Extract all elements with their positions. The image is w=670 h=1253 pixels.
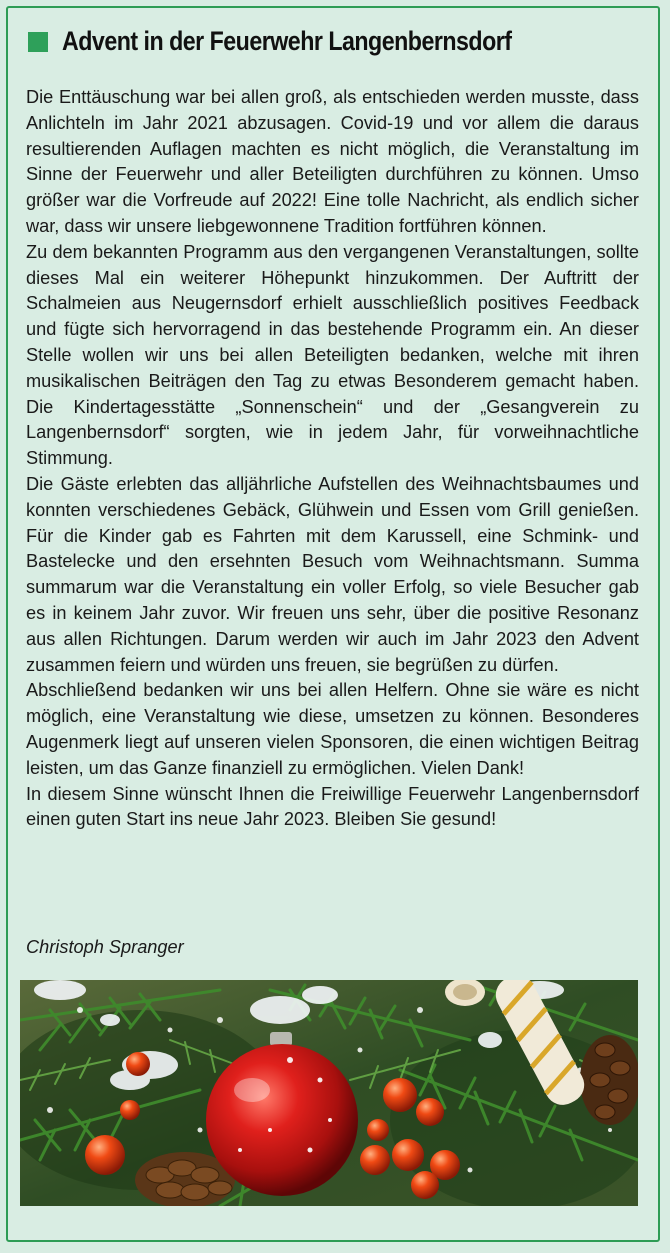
christmas-photo: [20, 980, 638, 1206]
article-body: [26, 85, 639, 833]
article-author: Christoph Spranger: [26, 937, 184, 957]
paragraph-4: Abschließend bedanken wir uns bei allen Helfern. Ohne sie wäre es nicht möglich, eine Veranstaltung wie diese, umsetzen zu können. Besonderes Augenmerk liegt auf unseren vielen Sponsoren, die einen wichtigen Beitrag leisten, um das Ganze finanziell zu ermöglichen. Vielen Dank!: [26, 680, 639, 778]
article-title: Advent in der Feuerwehr Langenbernsdorf: [62, 26, 512, 56]
paragraph-3: Die Gäste erlebten das alljährliche Aufstellen des Weihnachtsbaumes und konnten verschiedenes Gebäck, Glühwein und Essen vom Grill genießen. Für die Kinder gab es Fahrten mit dem Karussell, eine Schmink- und Bastelecke und den ersehnten Besuch vom Weihnachtsmann. Summa summarum war die Veranstaltung ein voller Erfolg, so viele Besucher gab es in keinem Jahr zuvor. Wir freuen uns sehr, über die positive Resonanz aus allen Richtungen. Darum werden wir auch im Jahr 2023 den Advent zusammen feiern und würden uns freuen, sie begrüßen zu dürfen.: [26, 473, 639, 675]
title-marker-square: [28, 32, 48, 52]
paragraph-2: Zu dem bekannten Programm aus den vergangenen Veranstaltungen, sollte dieses Mal ein weiterer Höhepunkt hinzukommen. Der Auftritt der Schalmeien aus Neugernsdorf erhielt ausschließlich positives Feedback und fügte sich hervorragend in das bestehende Programm ein. An dieser Stelle wollen wir uns bei allen Beteiligten bedanken, welche mit ihren musikalischen Beiträgen den Tag zu etwas Besonderem gemacht haben. Die Kindertagesstätte „Sonnenschein“ und der „Gesangverein zu Langenbernsdorf“ sorgten, wie in jedem Jahr, für vorweihnachtliche Stimmung.: [26, 241, 639, 469]
article-header: [28, 26, 585, 57]
paragraph-5: In diesem Sinne wünscht Ihnen die Freiwillige Feuerwehr Langenbernsdorf einen guten Start ins neue Jahr 2023. Bleiben Sie gesund!: [26, 783, 639, 830]
paragraph-1: Die Enttäuschung war bei allen groß, als entschieden werden musste, dass Anlichteln im Jahr 2021 abzusagen. Covid-19 und vor allem die daraus resultierenden Auflagen machten es nicht möglich, die Veranstaltung im Sinne der Feuerwehr und aller Beteiligten durchführen zu können. Umso größer war die Vorfreude auf 2022! Eine tolle Nachricht, als endlich sicher war, dass wir unsere liebgewonnene Tradition fortführen können.: [26, 87, 639, 236]
